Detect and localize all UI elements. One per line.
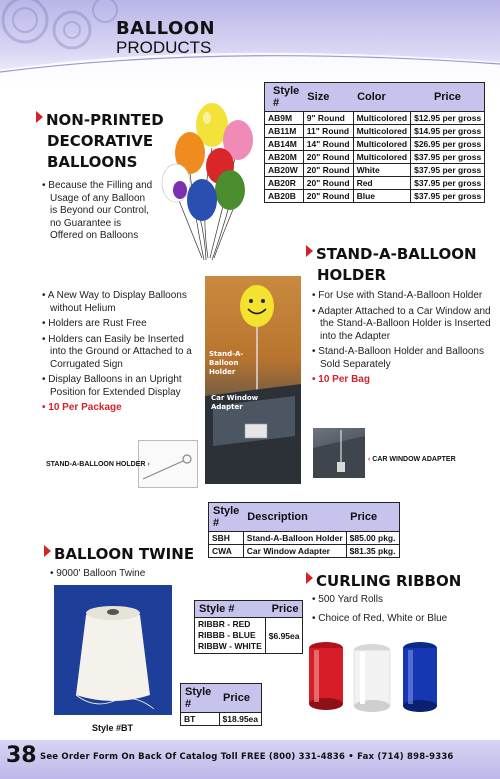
cell-price: $37.95 per gross: [411, 151, 485, 164]
list-item: • 9000' Balloon Twine: [50, 568, 190, 581]
red-ribbon-spool: [309, 642, 343, 710]
blue-ribbon-spool: [403, 642, 437, 712]
cell-price: $6.95ea: [265, 618, 303, 654]
table-row: [265, 190, 485, 203]
title-text: CURLING RIBBON: [316, 572, 462, 590]
bag-count: • 10 Per Bag: [312, 374, 492, 387]
list-item: • For Use with Stand-A-Balloon Holder: [312, 290, 492, 303]
cell-color: Multicolored: [353, 112, 411, 125]
twine-price-table: [180, 683, 262, 726]
title-line: DECORATIVE: [47, 132, 154, 150]
col-header-style: Style #: [195, 601, 266, 618]
adapter-illustration: [313, 428, 365, 478]
title-line: BALLOONS: [47, 153, 138, 171]
adapter-caption: [368, 456, 456, 463]
list-item: • Display Balloons in an Upright Position for Extended Display: [42, 374, 192, 399]
page-title-line1: BALLOON: [116, 18, 216, 39]
balloon-twine-title: [44, 545, 194, 563]
cell-size: 11" Round: [303, 125, 353, 138]
col-header-price: Price: [265, 601, 303, 618]
stand-a-balloon-title: [306, 244, 477, 286]
col-header-style: Style #: [209, 503, 244, 532]
table-row: [265, 112, 485, 125]
list-item: • 500 Yard Rolls: [312, 594, 482, 607]
ribbon-bullets: [312, 594, 482, 628]
red-arrow-icon: [36, 111, 43, 123]
holder-demo-photo: [205, 276, 301, 484]
cell-style: AB9M: [265, 112, 304, 125]
caption-arrow-icon: ›: [147, 461, 150, 468]
col-header-color: Color: [353, 83, 411, 112]
adapter-sign-label: Car Window Adapter: [211, 394, 259, 411]
twine-style-caption: Style #BT: [92, 723, 134, 733]
cell-color: Multicolored: [353, 125, 411, 138]
col-header-style: Style #: [265, 83, 304, 112]
table-row: [195, 618, 303, 654]
table-row: [265, 125, 485, 138]
table-row: [265, 151, 485, 164]
cell-style: AB20R: [265, 177, 304, 190]
footer-contact-text: See Order Form On Back Of Catalog Toll FREE (800) 331-4836 • Fax (714) 898-9336: [40, 752, 454, 762]
col-header-style: Style #: [181, 684, 220, 713]
table-row: [265, 164, 485, 177]
cell-size: 14" Round: [303, 138, 353, 151]
list-item: • Stand-A-Balloon Holder and Balloons Sold Separately: [312, 346, 492, 371]
holder-price-table: [208, 502, 400, 558]
balloon-cluster-image: [160, 98, 260, 263]
title-line: HOLDER: [317, 266, 387, 284]
cell-price: $37.95 per gross: [411, 164, 485, 177]
table-row: [265, 177, 485, 190]
list-item: • Adapter Attached to a Car Window and the Stand-A-Balloon Holder is Inserted into the Adapter: [312, 306, 492, 344]
cell-color: Multicolored: [353, 151, 411, 164]
cell-style: BT: [181, 713, 220, 726]
col-header-price: Price: [346, 503, 399, 532]
twine-spool-image: [54, 585, 172, 715]
cell-style: AB20B: [265, 190, 304, 203]
col-header-description: Description: [243, 503, 346, 532]
page-number: 38: [6, 743, 37, 768]
red-arrow-icon: [306, 572, 313, 584]
list-item: • Holders are Rust Free: [42, 318, 192, 331]
cell-size: 20" Round: [303, 177, 353, 190]
cell-price: $37.95 per gross: [411, 177, 485, 190]
cell-price: $85.00 pkg.: [346, 532, 399, 545]
page-header: [0, 0, 500, 92]
page-title-line2: PRODUCTS: [116, 38, 212, 57]
cell-style: AB11M: [265, 125, 304, 138]
red-arrow-icon: [306, 245, 313, 257]
cell-price: $12.95 per gross: [411, 112, 485, 125]
col-header-price: Price: [411, 83, 485, 112]
table-row: [265, 138, 485, 151]
white-ribbon-spool: [354, 644, 390, 712]
caption-arrow-icon: ‹: [368, 456, 371, 463]
cell-price: $18.95ea: [219, 713, 261, 726]
cell-style: AB20W: [265, 164, 304, 177]
non-printed-title: [36, 110, 164, 173]
cell-size: 9" Round: [303, 112, 353, 125]
title-text: BALLOON TWINE: [54, 545, 195, 563]
red-arrow-icon: [44, 545, 51, 557]
table-header-row: [195, 601, 303, 618]
curling-ribbon-title: [306, 572, 461, 590]
cell-price: $14.95 per gross: [411, 125, 485, 138]
list-item: • Because the Filling and Usage of any Balloon is Beyond our Control, no Guarantee is Offered on Balloons: [42, 180, 154, 243]
table-row: [209, 532, 400, 545]
list-item: • Choice of Red, White or Blue: [312, 613, 482, 626]
header-swoosh: [0, 0, 500, 92]
caption-text: CAR WINDOW ADAPTER: [372, 456, 456, 463]
col-header-price: Price: [219, 684, 261, 713]
title-line: NON-PRINTED: [46, 111, 164, 129]
package-count: • 10 Per Package: [42, 402, 192, 415]
cell-size: 20" Round: [303, 190, 353, 203]
cell-description: Car Window Adapter: [243, 545, 346, 558]
cell-color: White: [353, 164, 411, 177]
non-printed-bullets: [42, 180, 154, 246]
stand-a-balloon-bullets: [312, 290, 492, 390]
table-header-row: [181, 684, 262, 713]
cell-style: CWA: [209, 545, 244, 558]
twine-spool-illustration: [54, 585, 172, 715]
cell-size: 20" Round: [303, 151, 353, 164]
style-line: RIBBW - WHITE: [198, 641, 262, 651]
cell-style: AB14M: [265, 138, 304, 151]
twine-bullets: [50, 568, 190, 584]
table-row: [181, 713, 262, 726]
photo-illustration: [205, 276, 301, 484]
table-row: [209, 545, 400, 558]
cell-price: $26.95 per gross: [411, 138, 485, 151]
ribbon-spools-image: [300, 638, 450, 716]
holder-feature-bullets: [42, 290, 192, 418]
col-header-size: Size: [303, 83, 353, 112]
ribbon-price-table: [194, 600, 303, 654]
cell-description: Stand-A-Balloon Holder: [243, 532, 346, 545]
style-line: RIBBR - RED: [198, 619, 251, 629]
list-item: • A New Way to Display Balloons without Helium: [42, 290, 192, 315]
holder-sign-label: Stand-A-Balloon Holder: [209, 350, 244, 376]
table-header-row: [209, 503, 400, 532]
title-line: STAND-A-BALLOON: [316, 245, 477, 263]
holder-caption: [46, 461, 150, 468]
cell-style: SBH: [209, 532, 244, 545]
cell-color: Red: [353, 177, 411, 190]
cell-price: $81.35 pkg.: [346, 545, 399, 558]
cell-price: $37.95 per gross: [411, 190, 485, 203]
cell-style: AB20M: [265, 151, 304, 164]
list-item: • Holders can Easily be Inserted into the Ground or Attached to a Corrugated Sign: [42, 334, 192, 372]
cell-size: 20" Round: [303, 164, 353, 177]
cell-color: Blue: [353, 190, 411, 203]
cell-styles: [195, 618, 266, 654]
balloons-price-table: [264, 82, 485, 203]
caption-text: STAND-A-BALLOON HOLDER: [46, 461, 146, 468]
cell-color: Multicolored: [353, 138, 411, 151]
adapter-product-image: [313, 428, 365, 478]
table-header-row: [265, 83, 485, 112]
style-line: RIBBB - BLUE: [198, 630, 256, 640]
